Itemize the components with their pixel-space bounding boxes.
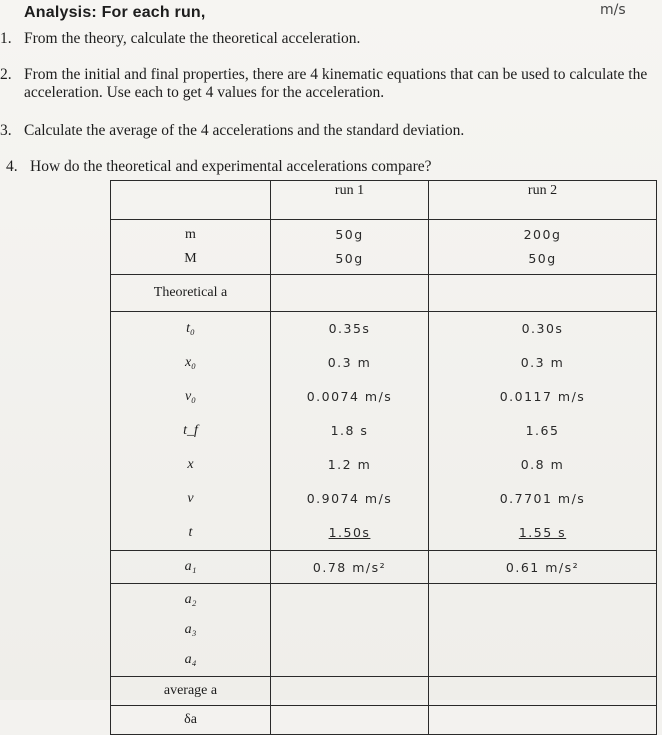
run2-t0-value: 0.30s xyxy=(521,321,564,336)
question-3 xyxy=(0,122,465,140)
run2-t-value: 1.55 s xyxy=(518,525,567,540)
average-a-label: average a xyxy=(111,677,271,706)
run1-kinematics-cell xyxy=(271,312,429,551)
header-run-2: run 2 xyxy=(429,181,657,220)
table-row-delta xyxy=(111,706,657,735)
table-row-theoretical xyxy=(111,275,657,312)
run1-theoretical-a xyxy=(271,275,429,312)
run2-a-rest-cell xyxy=(429,584,657,677)
question-1-number: 1. xyxy=(0,30,12,47)
table-row-average xyxy=(111,677,657,706)
mass-labels-cell xyxy=(111,220,271,275)
run2-average-a xyxy=(429,677,657,706)
question-4 xyxy=(6,158,432,176)
label-a3: a₃ xyxy=(184,622,197,637)
label-x0: x₀ xyxy=(184,355,197,370)
run2-x-value: 0.8 m xyxy=(520,457,565,472)
run1-mass-cell xyxy=(271,220,429,275)
label-M: M xyxy=(184,251,197,266)
run1-a-rest-cell xyxy=(271,584,429,677)
question-3-text: Calculate the average of the 4 accelerations and the standard deviation. xyxy=(24,122,465,139)
question-4-number: 4. xyxy=(6,158,18,175)
run1-x0-value: 0.3 m xyxy=(327,355,372,370)
run2-theoretical-a xyxy=(429,275,657,312)
label-x: x xyxy=(187,457,194,472)
theoretical-a-label: Theoretical a xyxy=(111,275,271,312)
label-t0: t₀ xyxy=(186,321,195,336)
run2-delta-a xyxy=(429,706,657,735)
table-row-a1 xyxy=(111,551,657,584)
question-2-number: 2. xyxy=(0,66,12,83)
run1-M-value: 50g xyxy=(335,251,364,266)
label-a4: a₄ xyxy=(184,652,197,667)
label-tf: t_f xyxy=(183,423,198,438)
run2-mass-cell xyxy=(429,220,657,275)
corner-units-note: m/s xyxy=(600,2,626,18)
run2-tf-value: 1.65 xyxy=(525,423,560,438)
label-a2: a₂ xyxy=(184,592,197,607)
run2-kinematics-cell xyxy=(429,312,657,551)
data-table xyxy=(110,180,657,735)
table-header-row xyxy=(111,181,657,220)
run1-delta-a xyxy=(271,706,429,735)
run2-v0-value: 0.0117 m/s xyxy=(499,389,586,404)
run1-average-a xyxy=(271,677,429,706)
label-v0: v₀ xyxy=(184,389,197,404)
run2-x0-value: 0.3 m xyxy=(520,355,565,370)
run1-v0-value: 0.0074 m/s xyxy=(306,389,393,404)
analysis-heading: Analysis: For each run, xyxy=(24,4,206,21)
table-row-kinematics xyxy=(111,312,657,551)
table-row-mass xyxy=(111,220,657,275)
delta-a-label: δa xyxy=(111,706,271,735)
question-1-text: From the theory, calculate the theoretical acceleration. xyxy=(24,30,361,47)
run2-v-value: 0.7701 m/s xyxy=(499,491,586,506)
run1-t-value: 1.50s xyxy=(328,525,371,540)
run1-t0-value: 0.35s xyxy=(328,321,371,336)
label-m: m xyxy=(185,227,196,242)
question-4-text: How do the theoretical and experimental accelerations compare? xyxy=(30,158,432,175)
question-2 xyxy=(0,66,654,102)
table-row-a-rest xyxy=(111,584,657,677)
run1-tf-value: 1.8 s xyxy=(330,423,369,438)
run1-v-value: 0.9074 m/s xyxy=(306,491,393,506)
question-3-number: 3. xyxy=(0,122,12,139)
run2-M-value: 50g xyxy=(528,251,557,266)
question-2-text: From the initial and final properties, there are 4 kinematic equations that can be used to calculate the acceleration. Use each to get 4 values for the acceleration. xyxy=(24,66,648,101)
run2-m-value: 200g xyxy=(523,227,562,242)
header-run-1: run 1 xyxy=(271,181,429,220)
label-v: v xyxy=(187,491,194,506)
a-labels-cell xyxy=(111,584,271,677)
run1-x-value: 1.2 m xyxy=(327,457,372,472)
label-t: t xyxy=(188,525,193,540)
run1-m-value: 50g xyxy=(335,227,364,242)
label-a1: a₁ xyxy=(111,551,271,584)
kinematic-labels-cell xyxy=(111,312,271,551)
header-blank xyxy=(111,181,271,220)
question-1 xyxy=(0,30,361,48)
run1-a1-value: 0.78 m/s² xyxy=(271,551,429,584)
run2-a1-value: 0.61 m/s² xyxy=(429,551,657,584)
